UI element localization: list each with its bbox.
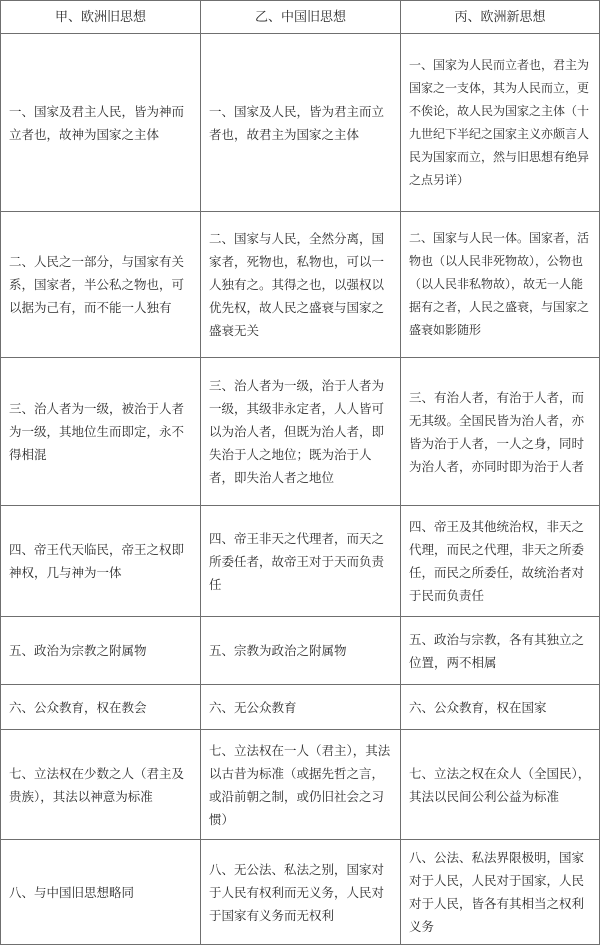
table-cell: 一、国家为人民而立者也，君主为国家之一支体，其为人民而立，更不俟论，故人民为国家之主体（十九世纪下半纪之国家主义亦颇言人民为国家而立，然与旧思想有绝异之点另详） — [401, 34, 600, 212]
header-row — [1, 1, 600, 34]
table-cell: 二、人民之一部分，与国家有关系，国家者，半公私之物也，可以据为己有，而不能一人独有 — [1, 212, 201, 358]
table-cell: 四、帝王及其他统治权，非天之代理，而民之代理，非天之所委任，而民之所委任，故统治者对于民而负责任 — [401, 506, 600, 617]
table-cell: 三、有治人者，有治于人者，而无其级。全国民皆为治人者，亦皆为治于人者，一人之身，同时为治人者，亦同时即为治于人者 — [401, 358, 600, 506]
table-cell: 一、国家及人民，皆为君主而立者也，故君主为国家之主体 — [201, 34, 401, 212]
table-cell: 二、国家与人民，全然分离，国家者，死物也，私物也，可以一人独有之。其得之也，以强权以优先权，故人民之盛衰与国家之盛衰无关 — [201, 212, 401, 358]
table-row — [1, 685, 600, 730]
table-cell: 二、国家与人民一体。国家者，活物也（以人民非死物故），公物也（以人民非私物故），故无一人能据有之者，人民之盛衰，与国家之盛衰如影随形 — [401, 212, 600, 358]
table-cell: 五、政治与宗教，各有其独立之位置，两不相属 — [401, 617, 600, 685]
table-row — [1, 730, 600, 840]
table-cell: 四、帝王非天之代理者，而天之所委任者，故帝王对于天而负责任 — [201, 506, 401, 617]
table-row — [1, 34, 600, 212]
table-cell: 七、立法权在一人（君主），其法以古昔为标准（或据先哲之言，或沿前朝之制，或仍旧社会之习惯） — [201, 730, 401, 840]
header-chinese-old: 乙、中国旧思想 — [201, 1, 401, 34]
table-row — [1, 506, 600, 617]
table-cell: 六、公众教育，权在国家 — [401, 685, 600, 730]
table-cell: 七、立法权在少数之人（君主及贵族），其法以神意为标准 — [1, 730, 201, 840]
table-cell: 三、治人者为一级，被治于人者为一级，其地位生而即定，永不得相混 — [1, 358, 201, 506]
table-cell: 五、宗教为政治之附属物 — [201, 617, 401, 685]
table-row — [1, 358, 600, 506]
table-cell: 八、公法、私法界限极明，国家对于人民，人民对于国家，人民对于人民，皆各有其相当之权利义务 — [401, 840, 600, 945]
table-row — [1, 840, 600, 945]
header-european-new: 丙、欧洲新思想 — [401, 1, 600, 34]
table-cell: 一、国家及君主人民，皆为神而立者也，故神为国家之主体 — [1, 34, 201, 212]
table-cell: 四、帝王代天临民，帝王之权即神权，几与神为一体 — [1, 506, 201, 617]
header-european-old: 甲、欧洲旧思想 — [1, 1, 201, 34]
table-cell: 八、无公法、私法之别，国家对于人民有权利而无义务，人民对于国家有义务而无权利 — [201, 840, 401, 945]
table-cell: 五、政治为宗教之附属物 — [1, 617, 201, 685]
table-cell: 三、治人者为一级，治于人者为一级，其级非永定者，人人皆可以为治人者，但既为治人者，即失治于人之地位；既为治于人者，即失治人者之地位 — [201, 358, 401, 506]
table-cell: 八、与中国旧思想略同 — [1, 840, 201, 945]
table-cell: 六、公众教育，权在教会 — [1, 685, 201, 730]
table-row — [1, 212, 600, 358]
table-cell: 七、立法之权在众人（全国民），其法以民间公利公益为标准 — [401, 730, 600, 840]
table-cell: 六、无公众教育 — [201, 685, 401, 730]
table-row — [1, 617, 600, 685]
